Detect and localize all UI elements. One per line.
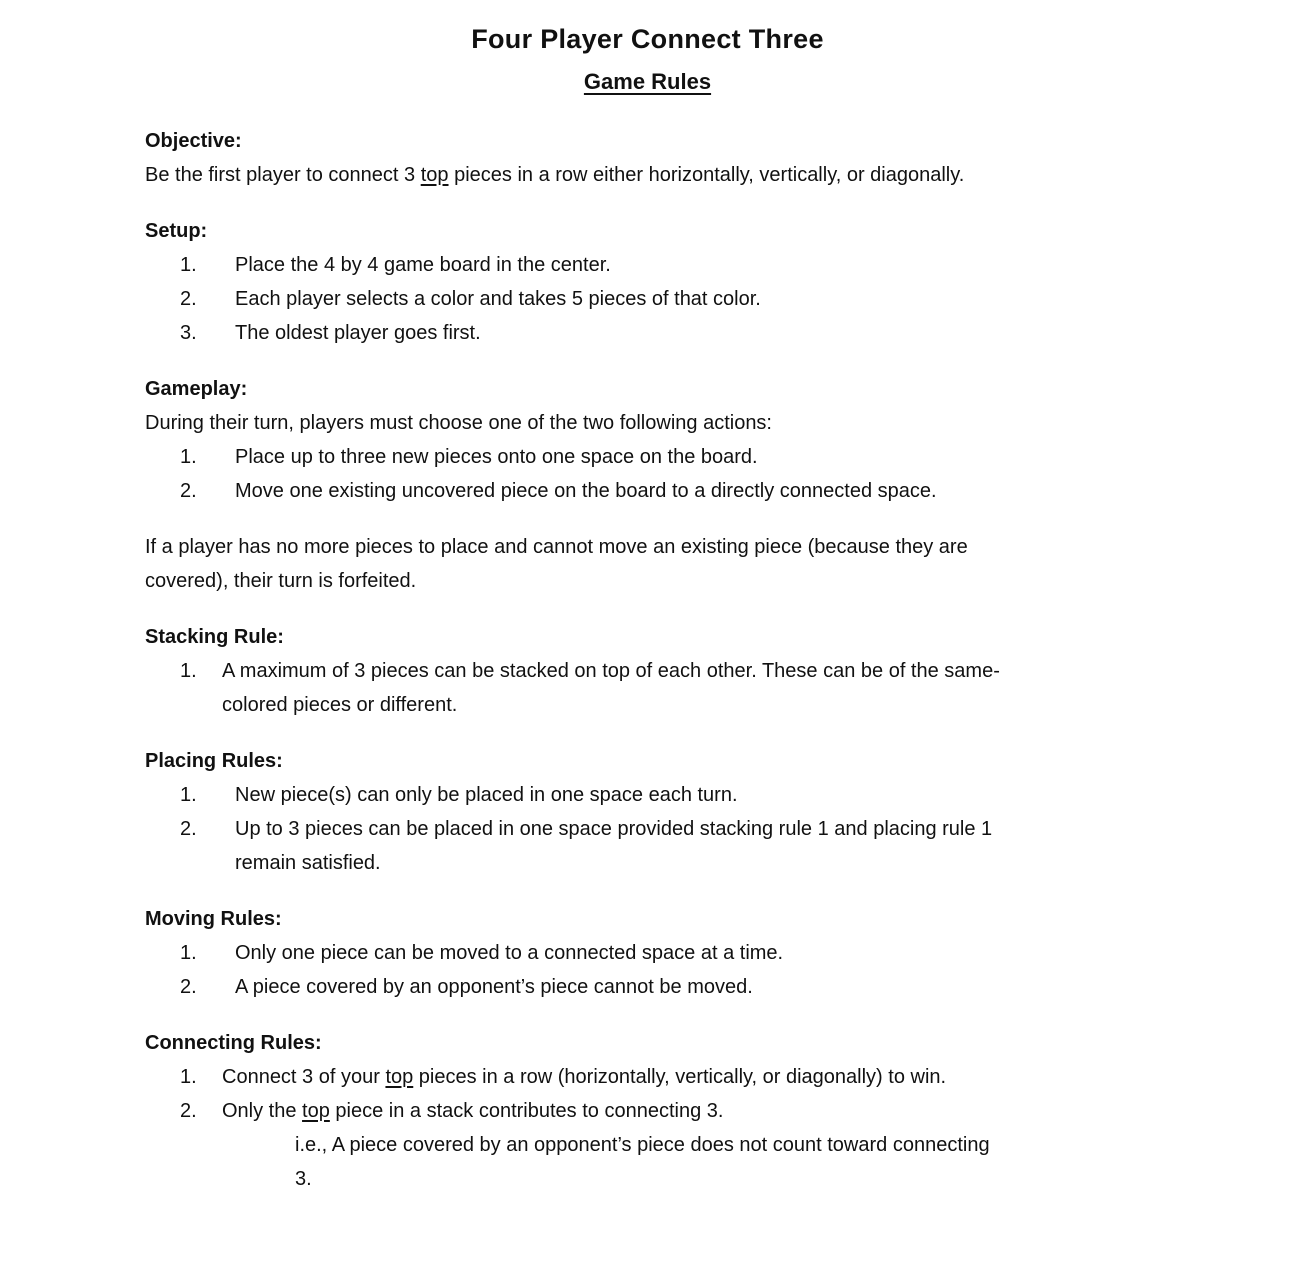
list-item (180, 936, 1150, 970)
list-number: 1. (180, 660, 197, 682)
doc-title: Four Player Connect Three (471, 24, 824, 54)
section-connecting-rules (145, 1026, 1150, 1196)
list-text: Only one piece can be moved to a connected space at a time. (235, 942, 784, 964)
setup-heading: Setup: (145, 220, 208, 242)
list-item (180, 812, 1150, 880)
doc-subtitle (145, 66, 1150, 98)
gameplay-heading: Gameplay: (145, 378, 248, 400)
connecting-list (180, 1060, 1150, 1196)
connecting-item2-pre: Only the (222, 1100, 303, 1122)
section-objective (145, 124, 1150, 192)
section-moving-rules (145, 902, 1150, 1004)
list-item (180, 248, 1150, 282)
underlined-word: top (385, 1066, 414, 1088)
stacking-heading: Stacking Rule: (145, 626, 284, 648)
section-stacking-rule (145, 620, 1150, 722)
list-text: Each player selects a color and takes 5 pieces of that color. (235, 288, 761, 310)
underlined-word: top (302, 1100, 330, 1122)
placing-list (180, 778, 1150, 880)
connecting-item1-post: pieces in a row (horizontally, vertically, or diagonally) to win. (413, 1066, 947, 1088)
list-number: 1. (180, 942, 197, 964)
connecting-heading: Connecting Rules: (145, 1032, 322, 1054)
objective-heading: Objective: (145, 130, 242, 152)
list-text: A piece covered by an opponent’s piece cannot be moved. (235, 976, 753, 998)
list-number: 1. (180, 446, 197, 468)
objective-paragraph (145, 158, 1075, 192)
placing-heading: Placing Rules: (145, 750, 283, 772)
list-number: 1. (180, 784, 197, 806)
connecting-item1-pre: Connect 3 of your (222, 1066, 386, 1088)
list-text: The oldest player goes first. (235, 322, 481, 344)
list-number: 2. (180, 976, 197, 998)
list-number: 2. (180, 480, 197, 502)
section-placing-rules (145, 744, 1150, 880)
list-text (222, 1060, 1067, 1094)
list-number: 1. (180, 1066, 197, 1088)
setup-list (180, 248, 1150, 350)
objective-text-pre: Be the first player to connect 3 (145, 164, 421, 186)
section-setup (145, 214, 1150, 350)
list-item (180, 654, 1150, 722)
gameplay-intro: During their turn, players must choose one of the two following actions: (145, 412, 772, 434)
section-gameplay (145, 372, 1150, 598)
moving-list (180, 936, 1150, 1004)
list-item (180, 970, 1150, 1004)
list-item (180, 474, 1150, 508)
gameplay-list (180, 440, 1150, 508)
list-text: New piece(s) can only be placed in one space each turn. (235, 784, 738, 806)
objective-text-post: pieces in a row either horizontally, vertically, or diagonally. (448, 164, 965, 186)
list-item (180, 440, 1150, 474)
list-text: Up to 3 pieces can be placed in one space provided stacking rule 1 and placing rule 1 remain satisfied. (235, 818, 993, 874)
list-number: 3. (180, 322, 197, 344)
list-item (180, 1060, 1150, 1094)
underlined-word: top (420, 164, 449, 186)
gameplay-note: If a player has no more pieces to place and cannot move an existing piece (because they are covered), their turn is forfeited. (145, 536, 968, 592)
list-text: Place the 4 by 4 game board in the center. (235, 254, 611, 276)
list-number: 2. (180, 818, 197, 840)
list-item (180, 316, 1150, 350)
list-item (180, 778, 1150, 812)
list-item (180, 282, 1150, 316)
connecting-item2-post: piece in a stack contributes to connecting 3. (329, 1100, 724, 1122)
connecting-subnote: i.e., A piece covered by an opponent’s piece does not count toward connecting 3. (295, 1134, 990, 1190)
list-text: A maximum of 3 pieces can be stacked on top of each other. These can be of the same-colored pieces or different. (222, 660, 1000, 716)
list-text (222, 1094, 1150, 1128)
list-number: 2. (180, 1100, 197, 1122)
doc-subtitle-text: Game Rules (583, 69, 712, 94)
list-number: 1. (180, 254, 197, 276)
list-number: 2. (180, 288, 197, 310)
moving-heading: Moving Rules: (145, 908, 282, 930)
stacking-list (180, 654, 1150, 722)
list-item (180, 1094, 1150, 1128)
list-text: Place up to three new pieces onto one space on the board. (235, 446, 758, 468)
list-text: Move one existing uncovered piece on the board to a directly connected space. (235, 480, 937, 502)
